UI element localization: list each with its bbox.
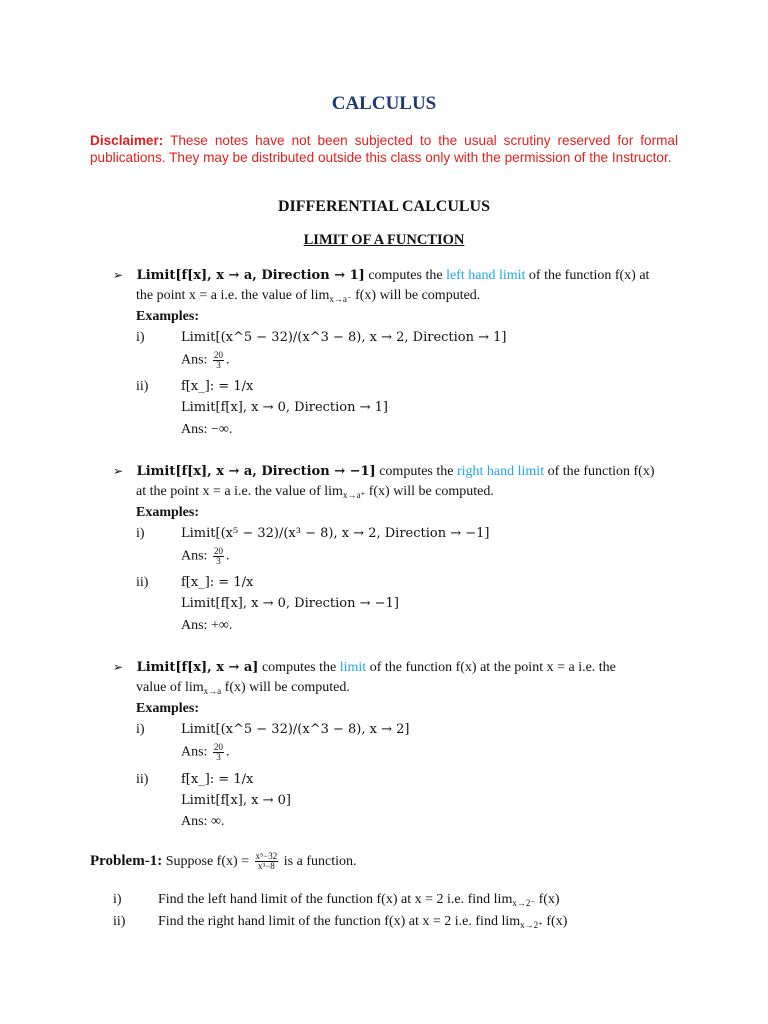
examples-label: Examples:	[136, 701, 199, 716]
disclaimer-text: These notes have not been subjected to the usual scrutiny reserved for formal publications. They may be distributed outside this class only with the permission of the Instructor.	[90, 133, 679, 165]
answer: Ans: $\frac{20}{3}$ .	[181, 546, 230, 566]
command: Limit[f[x], x → a]	[136, 660, 259, 675]
answer: Ans: −∞.	[181, 422, 233, 437]
example-num: ii)	[136, 379, 149, 394]
bullet-arrow-icon: ➢	[113, 660, 124, 674]
example-num: i)	[136, 330, 145, 345]
function-def: f[x_]: = 1/x	[181, 575, 254, 590]
problem-item: Find the right hand limit of the function f(x) at x = 2 i.e. find $\lim_{x\to 2^+} f(x)$	[158, 914, 568, 930]
problem-label: Problem-1:	[90, 853, 163, 869]
problem-statement: Problem-1: Suppose f(x) = $\frac{\text{x⁵−32}}{\text{x³−8}}$ is a function.	[90, 851, 357, 872]
answer: Ans: $\frac{20}{3}$ .	[181, 350, 230, 370]
answer: Ans: $\frac{20}{3}$ .	[181, 742, 230, 762]
subsection-title: LIMIT OF A FUNCTION	[303, 232, 465, 248]
function-def: f[x_]: = 1/x	[181, 379, 254, 394]
text: computes the	[379, 464, 454, 479]
bullet-arrow-icon: ➢	[113, 268, 124, 282]
examples-label: Examples:	[136, 309, 199, 324]
answer: Ans: +∞.	[181, 618, 233, 633]
text: of the function f(x)	[547, 464, 655, 479]
example-num: i)	[136, 722, 145, 737]
text: of the function f(x) at	[528, 268, 650, 283]
example-code: Limit[(x^5 − 32)/(x^3 − 8), x → 2]	[181, 722, 410, 737]
example-code: Limit[f[x], x → 0, Direction → 1]	[181, 400, 388, 415]
link-text: limit	[339, 660, 367, 675]
answer: Ans: ∞.	[181, 814, 225, 829]
bullet-line-1	[113, 266, 649, 285]
problem-item-num: ii)	[113, 914, 126, 929]
bullet-arrow-icon: ➢	[113, 464, 124, 478]
text: of the function f(x) at the point x = a i.e. the	[369, 660, 616, 675]
function-def: f[x_]: = 1/x	[181, 772, 254, 787]
example-code: Limit[(x^5 − 32)/(x^3 − 8), x → 2, Direction → 1]	[181, 330, 507, 345]
line2: the point x = a i.e. the value of $\lim_{x\to a^-} f(x)$ will be computed.	[136, 288, 481, 304]
problem-item: Find the left hand limit of the function f(x) at x = 2 i.e. find $\lim_{x\to 2^-} f(x)$	[158, 892, 560, 908]
command: Limit[f[x], x → a, Direction → 1]	[136, 268, 365, 283]
link-text: left hand limit	[446, 268, 526, 283]
example-num: ii)	[136, 772, 149, 787]
problem-item-num: i)	[113, 892, 122, 907]
disclaimer-label: Disclaimer:	[90, 133, 164, 148]
bullet-line-2	[113, 462, 655, 481]
example-code: Limit[f[x], x → 0, Direction → −1]	[181, 596, 399, 611]
examples-label: Examples:	[136, 505, 199, 520]
bullet-line-3	[113, 658, 616, 677]
link-text: right hand limit	[456, 464, 545, 479]
example-num: i)	[136, 526, 145, 541]
line2: value of $\lim_{x\to a} f(x)$ will be computed.	[136, 680, 350, 696]
command: Limit[f[x], x → a, Direction → −1]	[136, 464, 376, 479]
example-code: Limit[(x⁵ − 32)/(x³ − 8), x → 2, Direction → −1]	[181, 526, 490, 541]
text: computes the	[368, 268, 443, 283]
example-code: Limit[f[x], x → 0]	[181, 793, 291, 808]
text: computes the	[261, 660, 337, 675]
line2: at the point x = a i.e. the value of $\lim_{x\to a^+} f(x)$ will be computed.	[136, 484, 494, 500]
page-title: CALCULUS	[331, 93, 437, 114]
disclaimer	[90, 132, 678, 166]
section-title: DIFFERENTIAL CALCULUS	[277, 198, 491, 215]
example-num: ii)	[136, 575, 149, 590]
